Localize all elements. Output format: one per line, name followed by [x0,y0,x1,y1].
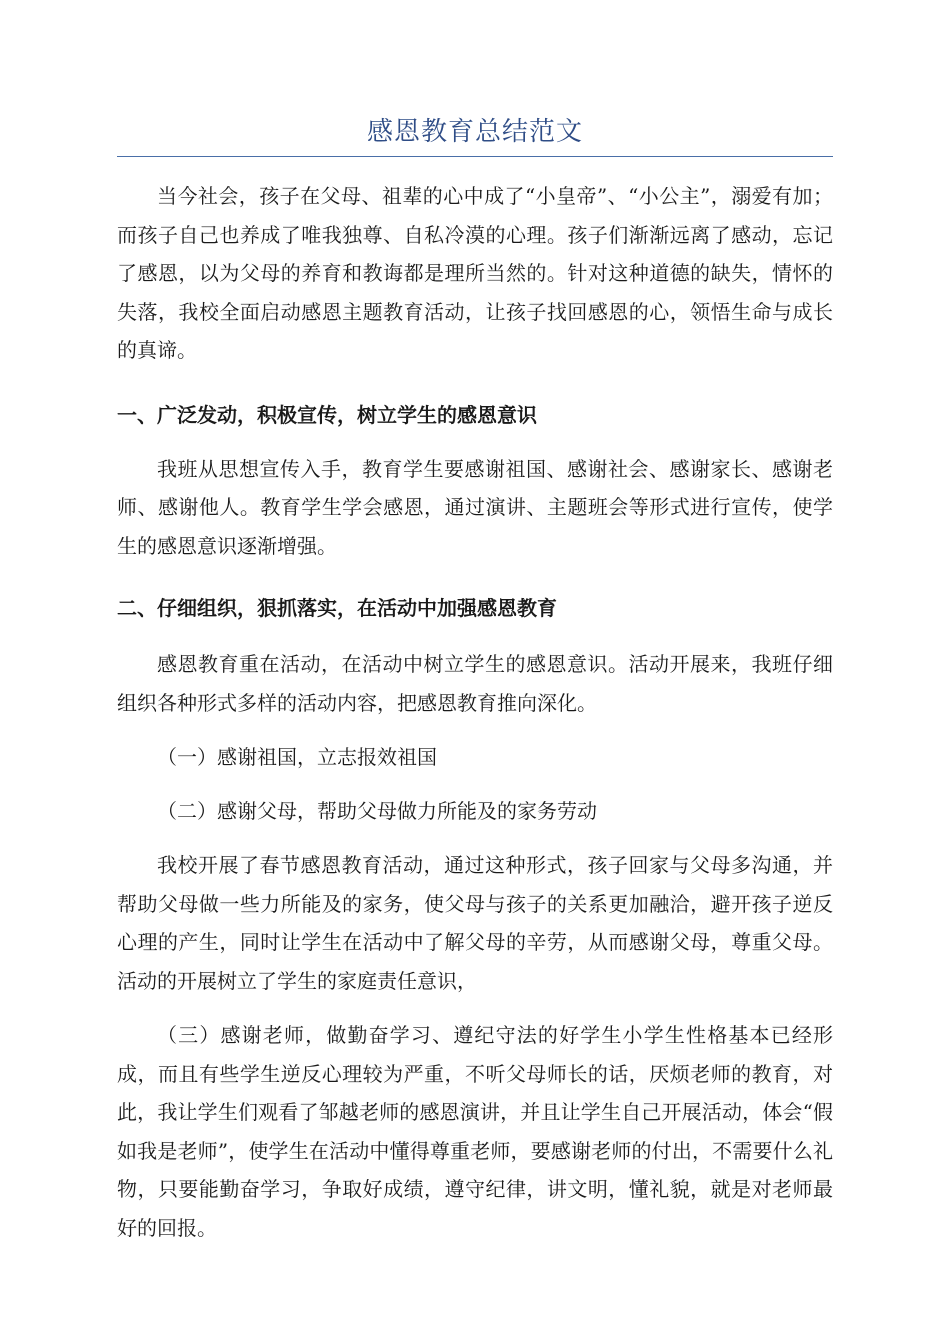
section-2-paragraph: 感恩教育重在活动，在活动中树立学生的感恩意识。活动开展来，我班仔细组织各种形式多样的活动内容，把感恩教育推向深化。 [117,652,833,715]
subsection-2-paragraph: 我校开展了春节感恩教育活动，通过这种形式，孩子回家与父母多沟通，并帮助父母做一些力所能及的家务，使父母与孩子的关系更加融洽，避开孩子逆反心理的产生，同时让学生在活动中了解父母的辛劳，从而感谢父母，尊重父母。活动的开展树立了学生的家庭责任意识， [117,853,833,993]
document-title: 感恩教育总结范文 [117,112,833,157]
intro-paragraph: 当今社会，孩子在父母、祖辈的心中成了“小皇帝”、“小公主”，溺爱有加；而孩子自己也养成了唯我独尊、自私冷漠的心理。孩子们渐渐远离了感动，忘记了感恩，以为父母的养育和教诲都是理所当然的。针对这种道德的缺失，情怀的失落，我校全面启动感恩主题教育活动，让孩子找回感恩的心，领悟生命与成长的真谛。 [117,184,833,362]
section-1-paragraph: 我班从思想宣传入手，教育学生要感谢祖国、感谢社会、感谢家长、感谢老师、感谢他人。教育学生学会感恩，通过演讲、主题班会等形式进行宣传，使学生的感恩意识逐渐增强。 [117,456,833,558]
section-heading-2: 二、仔细组织，狠抓落实，在活动中加强感恩教育 [117,596,557,620]
subsection-heading-1: （一）感谢祖国，立志报效祖国 [157,745,437,769]
subsection-heading-2: （二）感谢父母，帮助父母做力所能及的家务劳动 [157,799,597,823]
document-page [117,0,833,1247]
section-heading-1: 一、广泛发动，积极宣传，树立学生的感恩意识 [117,402,537,427]
subsection-3-paragraph: （三）感谢老师，做勤奋学习、遵纪守法的好学生小学生性格基本已经形成，而且有些学生逆反心理较为严重，不听父母师长的话，厌烦老师的教育，对此，我让学生们观看了邹越老师的感恩演讲，并且让学生自己开展活动，体会“假如我是老师”，使学生在活动中懂得尊重老师，要感谢老师的付出，不需要什么礼物，只要能勤奋学习，争取好成绩，遵守纪律，讲文明，懂礼貌，就是对老师最好的回报。 [117,1023,833,1240]
